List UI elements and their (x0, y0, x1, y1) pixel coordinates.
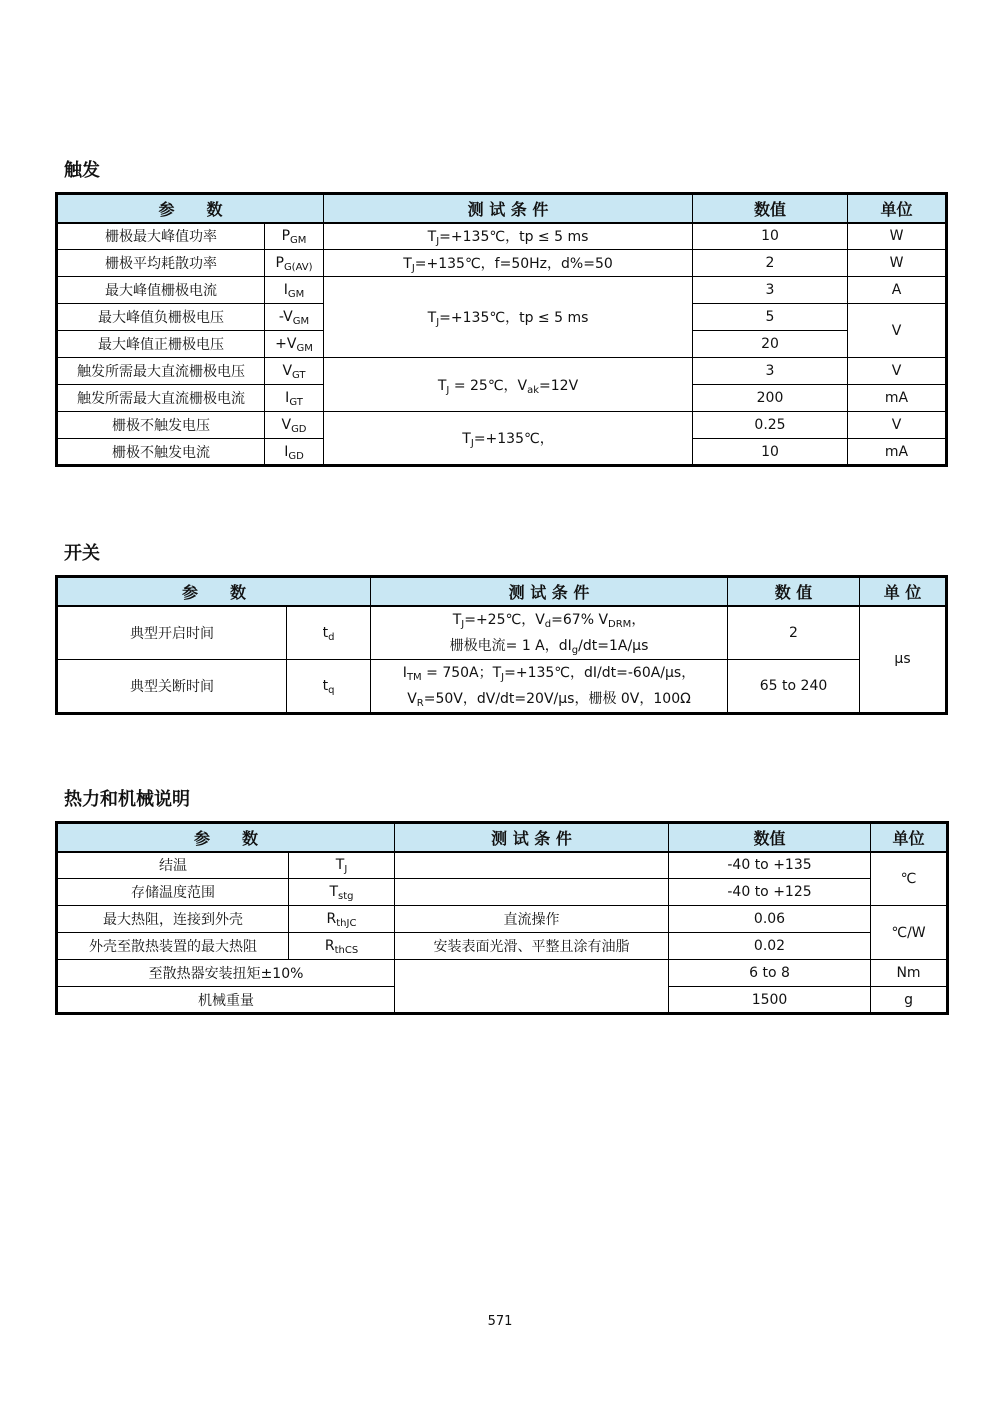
param-unit: W (848, 250, 947, 277)
page-number: 571 (487, 1314, 513, 1329)
table-row (57, 277, 947, 304)
param-unit: μs (860, 606, 947, 714)
param-unit: mA (848, 439, 947, 466)
table-row (57, 933, 948, 960)
param-symbol: $V_{GD}$ (265, 412, 324, 439)
param-value: 2 (728, 606, 860, 660)
switching-table (55, 575, 948, 715)
param-unit: V (848, 412, 947, 439)
param-symbol: $T_J$ (289, 852, 395, 879)
header-condition: 测 试 条 件 (371, 577, 728, 606)
table-row (57, 879, 948, 906)
param-unit: Nm (871, 960, 948, 987)
section-title-switching: 开关 (64, 543, 100, 564)
param-value: -40 to +135 (669, 852, 871, 879)
param-value: 10 (693, 223, 848, 250)
table-header-row (57, 194, 947, 223)
header-value: 数 值 (728, 577, 860, 606)
header-param: 参 数 (57, 823, 395, 852)
param-value: 5 (693, 304, 848, 331)
param-symbol: $R_{thJC}$ (289, 906, 395, 933)
param-name: 触发所需最大直流栅极电压 (57, 358, 265, 385)
param-symbol: $P_{G(AV)}$ (265, 250, 324, 277)
param-value: -40 to +125 (669, 879, 871, 906)
header-param: 参 数 (57, 194, 324, 223)
param-symbol: $+V_{GM}$ (265, 331, 324, 358)
section-title-trigger: 触发 (64, 160, 100, 181)
param-value: 3 (693, 358, 848, 385)
header-condition: 测 试 条 件 (395, 823, 669, 852)
header-unit: 单位 (848, 194, 947, 223)
header-unit: 单 位 (860, 577, 947, 606)
param-name: 最大热阻，连接到外壳 (57, 906, 289, 933)
param-value: 65 to 240 (728, 659, 860, 713)
header-unit: 单位 (871, 823, 948, 852)
param-name: 存储温度范围 (57, 879, 289, 906)
param-name: 触发所需最大直流栅极电流 (57, 385, 265, 412)
param-symbol: $I_{GT}$ (265, 385, 324, 412)
param-value: 0.06 (669, 906, 871, 933)
param-symbol: $t_d$ (287, 606, 371, 660)
param-unit: g (871, 987, 948, 1014)
param-value: 3 (693, 277, 848, 304)
header-param: 参 数 (57, 577, 371, 606)
table-row (57, 412, 947, 439)
test-condition: $T_J=+135℃$，tp ≤ 5 ms (324, 223, 693, 250)
table-row (57, 606, 947, 660)
test-condition: $T_J=+25℃$，$V_d=67\%$ $V_{DRM}$， 栅极电流= 1 A，$dI_g/dt=1A/\mu s$ (371, 606, 728, 660)
table-row (57, 960, 948, 987)
thermal-table (55, 821, 949, 1015)
test-condition: $I_{TM} = 750A$；$T_J=+135℃$，dI/dt=-60A/μs， $V_R=50V$，dV/dt=20V/μs，栅极 0V，100Ω (371, 659, 728, 713)
param-value: 0.25 (693, 412, 848, 439)
param-name: 典型关断时间 (57, 659, 287, 713)
param-name: 栅极不触发电流 (57, 439, 265, 466)
param-name: 栅极平均耗散功率 (57, 250, 265, 277)
param-symbol: $V_{GT}$ (265, 358, 324, 385)
test-condition: $T_J$ = 25℃，$V_{ak}=12V$ (324, 358, 693, 412)
param-unit: mA (848, 385, 947, 412)
param-unit: ℃ (871, 852, 948, 906)
param-name: 最大峰值栅极电流 (57, 277, 265, 304)
param-value: 0.02 (669, 933, 871, 960)
param-unit: ℃/W (871, 906, 948, 960)
param-name: 结温 (57, 852, 289, 879)
param-symbol: $P_{GM}$ (265, 223, 324, 250)
param-unit: V (848, 304, 947, 358)
header-value: 数值 (693, 194, 848, 223)
param-unit: V (848, 358, 947, 385)
test-condition: $T_J=+135℃$，tp ≤ 5 ms (324, 277, 693, 358)
test-condition: $T_J=+135℃$， (324, 412, 693, 466)
test-condition: 安装表面光滑、平整且涂有油脂 (395, 933, 669, 960)
param-value: 200 (693, 385, 848, 412)
param-name: 外壳至散热装置的最大热阻 (57, 933, 289, 960)
table-row (57, 659, 947, 713)
param-unit: W (848, 223, 947, 250)
test-condition (395, 960, 669, 1014)
param-value: 2 (693, 250, 848, 277)
param-value: 6 to 8 (669, 960, 871, 987)
table-row (57, 906, 948, 933)
trigger-table (55, 192, 948, 467)
header-condition: 测 试 条 件 (324, 194, 693, 223)
header-value: 数值 (669, 823, 871, 852)
table-row (57, 250, 947, 277)
param-symbol: $I_{GD}$ (265, 439, 324, 466)
param-name: 机械重量 (57, 987, 395, 1014)
param-value: 20 (693, 331, 848, 358)
section-title-thermal: 热力和机械说明 (64, 789, 190, 810)
param-symbol: $t_q$ (287, 659, 371, 713)
param-symbol: $I_{GM}$ (265, 277, 324, 304)
table-row (57, 358, 947, 385)
param-value: 10 (693, 439, 848, 466)
param-name: 栅极不触发电压 (57, 412, 265, 439)
param-value: 1500 (669, 987, 871, 1014)
param-name: 最大峰值负栅极电压 (57, 304, 265, 331)
param-unit: A (848, 277, 947, 304)
param-name: 至散热器安装扭矩±10% (57, 960, 395, 987)
param-symbol: $T_{stg}$ (289, 879, 395, 906)
table-header-row (57, 823, 948, 852)
param-name: 典型开启时间 (57, 606, 287, 660)
table-header-row (57, 577, 947, 606)
param-name: 最大峰值正栅极电压 (57, 331, 265, 358)
test-condition: $T_J=+135℃$，f=50Hz，d%=50 (324, 250, 693, 277)
param-symbol: $-V_{GM}$ (265, 304, 324, 331)
test-condition: 直流操作 (395, 906, 669, 933)
test-condition (395, 879, 669, 906)
table-row (57, 852, 948, 879)
param-symbol: $R_{thCS}$ (289, 933, 395, 960)
test-condition (395, 852, 669, 879)
table-row (57, 223, 947, 250)
param-name: 栅极最大峰值功率 (57, 223, 265, 250)
